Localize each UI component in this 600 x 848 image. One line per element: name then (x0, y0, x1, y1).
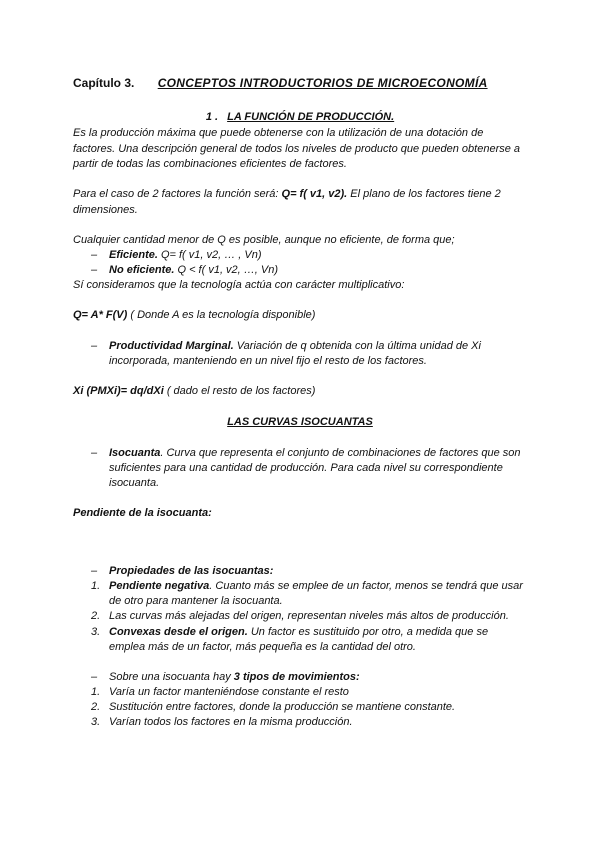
not-efficient-label: No eficiente. (109, 264, 175, 276)
formula-note: ( Donde A es la tecnología disponible) (127, 309, 316, 321)
property-line2: de otro para mantener la isocuanta. (109, 595, 283, 607)
two-factors-line2: dimensiones. (73, 204, 138, 216)
isoquant-line3: isocuanta. (109, 477, 160, 489)
pm-bold: Xi (PMXi)= dq/dXi (73, 385, 164, 397)
property-number: 1. (91, 580, 101, 592)
movement-item: Varían todos los factores en la misma producción. (109, 716, 353, 728)
property-line2: emplea más de un factor, más pequeña es la cantidad del otro. (109, 641, 416, 653)
movement-item: Sustitución entre factores, donde la producción se mantiene constante. (109, 701, 456, 713)
bullet-dash: – (91, 671, 98, 683)
isoquant-text: . Curva que representa el conjunto de combinaciones de factores que son (160, 447, 521, 459)
pm-note: ( dado el resto de los factores) (163, 385, 316, 397)
technology-text: Sí consideramos que la tecnología actúa con carácter multiplicativo: (73, 279, 405, 291)
bullet-dash: – (91, 264, 98, 276)
property-number: 2. (91, 610, 101, 622)
technology-formula (73, 309, 315, 322)
marginal-line2: incorporada, manteniendo en un nivel fijo el resto de los factores. (109, 355, 427, 367)
not-efficient-item (109, 264, 278, 277)
chapter-label: Capítulo 3. (73, 76, 135, 90)
two-factors-line (73, 188, 501, 201)
isoquant-line2: suficientes para una cantidad de producción. Para cada nivel su correspondiente (109, 462, 503, 474)
property-item: Las curvas más alejadas del origen, representan niveles más altos de producción. (109, 610, 509, 622)
pm-formula (73, 385, 315, 398)
not-efficient-text: Q < f( v1, v2, …, Vn) (174, 264, 279, 276)
isoquants-title: LAS CURVAS ISOCUANTAS (227, 416, 373, 428)
intro-line: factores. Una descripción general de todos los niveles de producto que pueden obtenerse a (73, 143, 521, 155)
chapter-heading: CONCEPTOS INTRODUCTORIOS DE MICROECONOMÍA (157, 76, 488, 90)
isoquant-label: Isocuanta (109, 447, 161, 459)
movement-number: 2. (91, 701, 101, 713)
bullet-dash: – (91, 249, 98, 261)
movements-pre: Sobre una isocuanta hay (109, 671, 234, 683)
property-bold: Pendiente negativa (109, 580, 210, 592)
two-factors-pre: Para el caso de 2 factores la función será: (73, 188, 282, 200)
marginal-label: Productividad Marginal. (109, 340, 234, 352)
movements-heading (109, 671, 360, 684)
bullet-dash: – (91, 565, 98, 577)
movement-item: Varía un factor manteniéndose constante el resto (109, 686, 349, 698)
property-text: Un factor es sustituido por otro, a medida que se (247, 626, 489, 638)
bullet-dash: – (91, 447, 98, 459)
intro-line: Es la producción máxima que puede obtenerse con la utilización de una dotación de (73, 127, 484, 139)
isoquant-definition (109, 447, 521, 460)
movements-bold: 3 tipos de movimientos: (233, 671, 360, 683)
marginal-item (109, 340, 481, 353)
property-bold: Convexas desde el origen. (109, 626, 248, 638)
property-item (109, 580, 523, 593)
chapter-title (73, 76, 488, 90)
property-number: 3. (91, 626, 101, 638)
section-heading (0, 111, 600, 124)
properties-heading: Propiedades de las isocuantas: (109, 565, 274, 577)
efficient-label: Eficiente. (109, 249, 158, 261)
marginal-text: Variación de q obtenida con la última unidad de Xi (233, 340, 481, 352)
efficient-text: Q= f( v1, v2, … , Vn) (157, 249, 262, 261)
two-factors-post: El plano de los factores tiene 2 (347, 188, 501, 200)
isoquants-heading (0, 416, 600, 429)
intro-line: partir de todas las combinaciones eficientes de factores. (73, 158, 347, 170)
production-function: Q= f( v1, v2). (281, 188, 348, 200)
slope-heading: Pendiente de la isocuanta: (73, 507, 212, 519)
property-item (109, 626, 488, 639)
any-quantity-text: Cualquier cantidad menor de Q es posible, aunque no eficiente, de forma que; (73, 234, 455, 246)
section-title: LA FUNCIÓN DE PRODUCCIÓN. (227, 111, 395, 123)
bullet-dash: – (91, 340, 98, 352)
formula-bold: Q= A* F(V) (73, 309, 128, 321)
efficient-item (109, 249, 262, 262)
movement-number: 3. (91, 716, 101, 728)
section-number: 1 . (205, 111, 219, 123)
property-text: . Cuanto más se emplee de un factor, menos se tendrá que usar (209, 580, 523, 592)
movement-number: 1. (91, 686, 101, 698)
